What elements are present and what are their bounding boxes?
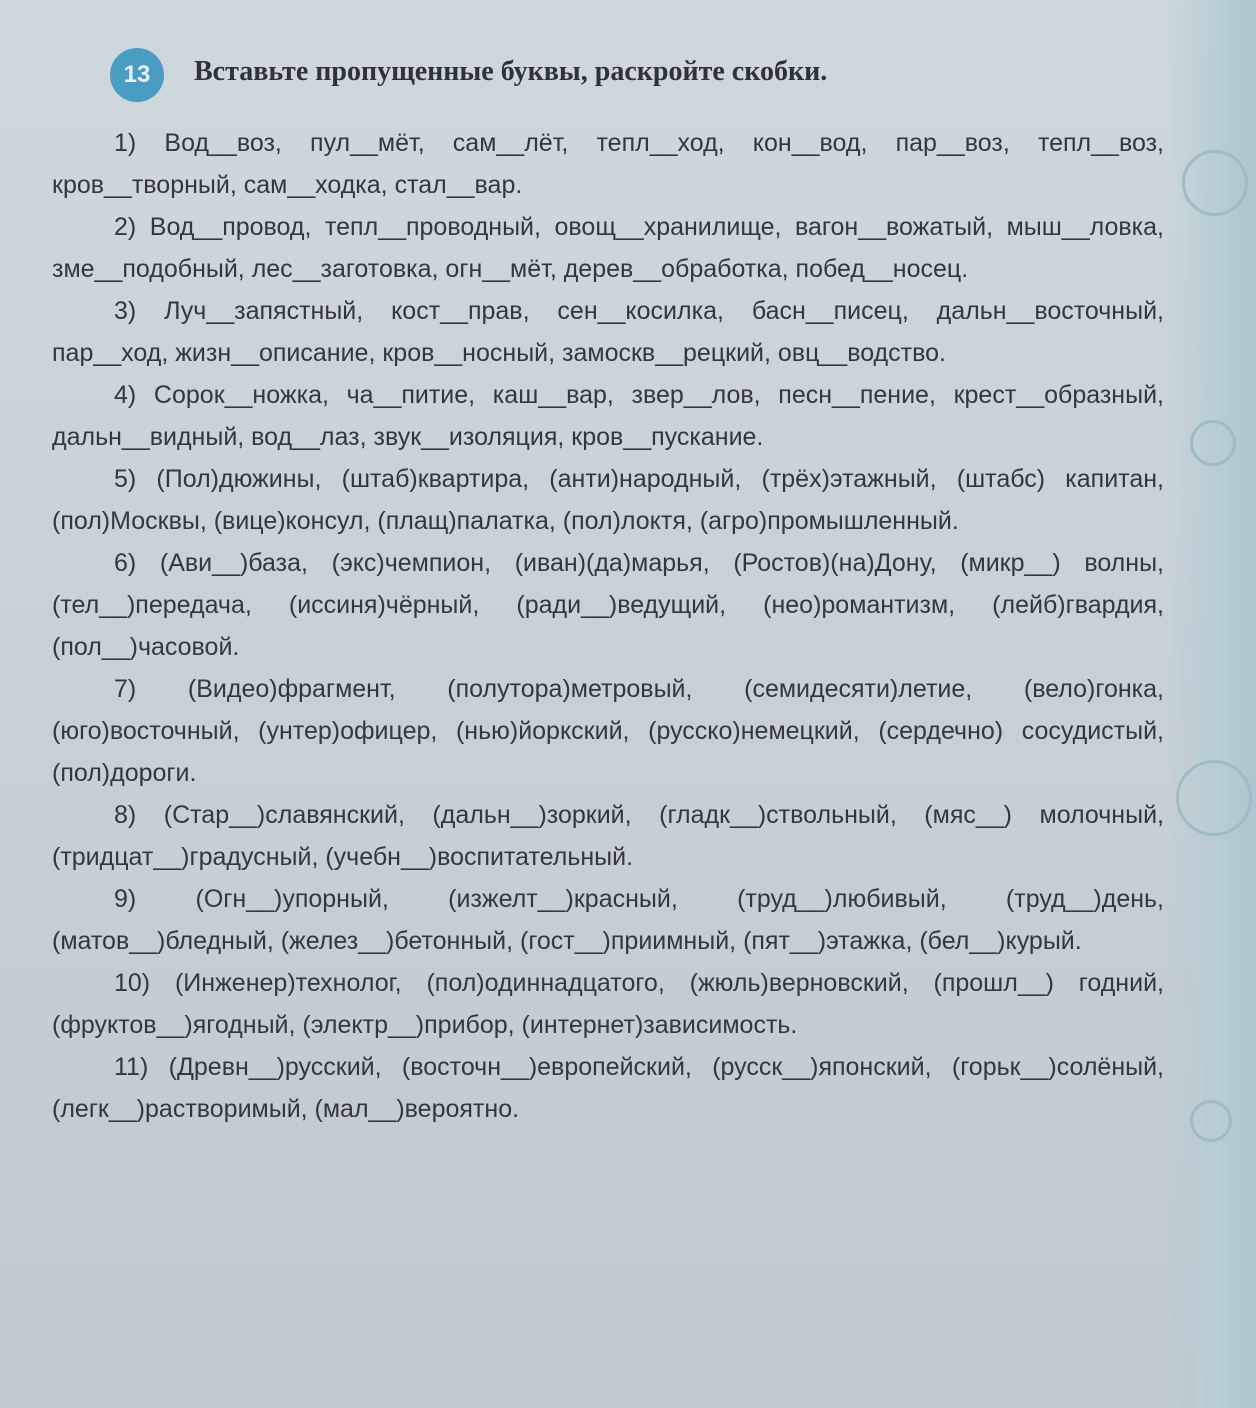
exercise-item-2: 2) Вод__провод, тепл__проводный, овощ__хранилище, вагон__вожатый, мыш__ловка, зме__подобный, лес__заготовка, огн__мёт, дерев__обработка, побед__носец. xyxy=(52,213,1164,283)
exercise-item-1: 1) Вод__воз, пул__мёт, сам__лёт, тепл__ход, кон__вод, пар__воз, тепл__воз, кров__творный, сам__ходка, стал__вар. xyxy=(52,129,1164,199)
decorative-swirl xyxy=(1182,150,1248,216)
exercise-item-6: 6) (Ави__)база, (экс)чемпион, (иван)(да)марья, (Ростов)(на)Дону, (микр__) волны, (тел__)передача, (иссиня)чёрный, (ради__)ведущий, (нео)романтизм, (лейб)гвардия, (пол__)часовой. xyxy=(52,549,1164,661)
decorative-swirl xyxy=(1176,760,1252,836)
exercise-item-10: 10) (Инженер)технолог, (пол)одиннадцатого, (жюль)верновский, (прошл__) годний, (фруктов__)ягодный, (электр__)прибор, (интернет)зависимость. xyxy=(52,969,1164,1039)
exercise-item-9: 9) (Огн__)упорный, (изжелт__)красный, (труд__)любивый, (труд__)день, (матов__)бледный, (желез__)бетонный, (гост__)приимный, (пят__)этажка, (бел__)курый. xyxy=(52,885,1164,955)
exercise-title: Вставьте пропущенные буквы, раскройте скобки. xyxy=(194,56,828,87)
exercise-item-7: 7) (Видео)фрагмент, (полутора)метровый, (семидесяти)летие, (вело)гонка, (юго)восточный, (унтер)офицер, (нью)йоркский, (русско)немецкий, (сердечно) сосудистый, (пол)дороги. xyxy=(52,675,1164,787)
decorative-border xyxy=(1166,0,1256,1408)
exercise-item-8: 8) (Стар__)славянский, (дальн__)зоркий, (гладк__)ствольный, (мяс__) молочный, (тридцат__)градусный, (учебн__)воспитательный. xyxy=(52,801,1164,871)
exercise-item-3: 3) Луч__запястный, кост__прав, сен__косилка, басн__писец, дальн__восточный, пар__ход, жизн__описание, кров__носный, замоскв__рецкий, овц__водство. xyxy=(52,297,1164,367)
decorative-swirl xyxy=(1190,420,1236,466)
exercise-number-badge: 13 xyxy=(110,48,164,102)
exercise-item-11: 11) (Древн__)русский, (восточн__)европейский, (русск__)японский, (горьк__)солёный, (легк__)растворимый, (мал__)вероятно. xyxy=(52,1053,1164,1123)
exercise-item-4: 4) Сорок__ножка, ча__питие, каш__вар, звер__лов, песн__пение, крест__образный, дальн__видный, вод__лаз, звук__изоляция, кров__пускание. xyxy=(52,381,1164,451)
exercise-body xyxy=(52,122,1164,1130)
exercise-item-5: 5) (Пол)дюжины, (штаб)квартира, (анти)народный, (трёх)этажный, (штабс) капитан, (пол)Москвы, (вице)консул, (плащ)палатка, (пол)локтя, (агро)промышленный. xyxy=(52,465,1164,535)
exercise-header xyxy=(110,40,1150,100)
decorative-swirl xyxy=(1190,1100,1232,1142)
